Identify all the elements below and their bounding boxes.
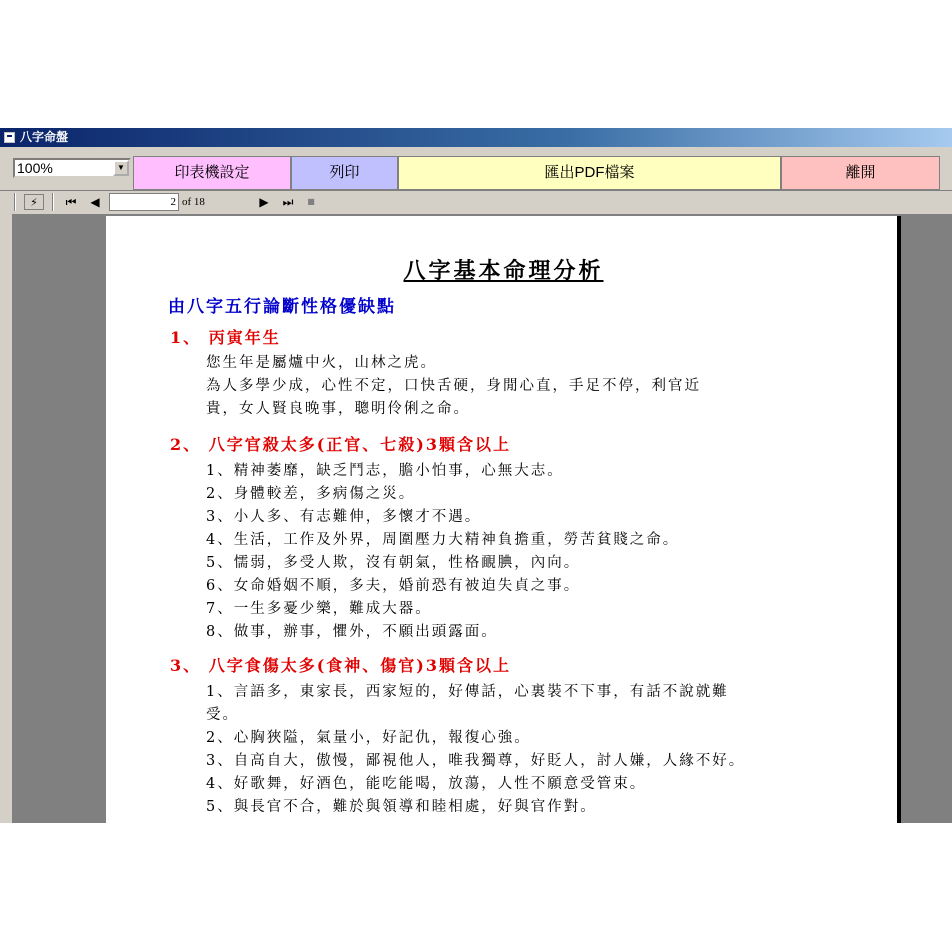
list-item: 1、言語多，東家長，西家短的，好傳話，心裏裝不下事，有話不說就難 [206,684,729,700]
list-item: 7、一生多憂少樂，難成大器。 [206,601,432,617]
chevron-down-icon[interactable]: ▼ [113,160,129,176]
main-toolbar [0,147,952,191]
list-item: 3、自高自大，傲慢，鄙視他人，唯我獨尊，好貶人，討人嫌，人緣不好。 [206,753,746,769]
previous-page-icon[interactable]: ◀ [90,195,100,209]
window-title: 八字命盤 [20,130,69,144]
navigation-toolbar [0,191,952,213]
list-item: 5、懦弱，多受人欺，沒有朝氣，性格靦腆，內向。 [206,555,581,571]
report-page [106,216,901,823]
last-page-icon[interactable]: ⏭ [282,195,294,209]
section-body [206,460,806,644]
list-item: 2、身體較差，多病傷之災。 [206,486,416,502]
first-page-icon[interactable]: ⏮ [65,195,77,209]
app-icon [4,132,15,143]
exit-button[interactable]: 離開 [781,156,940,190]
section-body [206,681,806,819]
list-item: 2、心胸狹隘，氣量小，好記仇，報復心強。 [206,730,531,746]
zoom-value: 100% [17,160,53,176]
page-number-input[interactable]: 2 [109,193,179,211]
print-button[interactable]: 列印 [291,156,398,190]
body-line: 為人多學少成，心性不定，口快舌硬，身閒心直，手足不停，利官近 [206,378,701,394]
stop-icon[interactable]: ■ [307,197,315,206]
body-line: 貴，女人賢良晚事，聰明伶俐之命。 [206,401,470,417]
list-item: 6、女命婚姻不順，多夫，婚前恐有被迫失貞之事。 [206,578,581,594]
list-item: 8、做事，辦事，懼外，不願出頭露面。 [206,624,498,640]
title-bar [0,128,952,147]
section-heading: 3、 八字食傷太多(食神、傷官)3顆含以上 [170,656,511,675]
separator [52,193,54,211]
list-item: 4、好歌舞，好酒色，能吃能喝，放蕩，人性不願意受管束。 [206,776,647,792]
list-item: 受。 [206,707,239,723]
list-item: 4、生活，工作及外界，周圍壓力大精神負擔重，勞苦貧賤之命。 [206,532,680,548]
document-subtitle: 由八字五行論斷性格優缺點 [168,297,396,317]
section-heading: 2、 八字官殺太多(正官、七殺)3顆含以上 [170,435,511,454]
body-line: 您生年是屬爐中火，山林之虎。 [206,355,437,371]
document-title: 八字基本命理分析 [403,258,604,284]
zoom-dropdown[interactable] [13,158,131,178]
export-pdf-button[interactable]: 匯出PDF檔案 [398,156,781,190]
report-window [0,128,952,823]
section-body [206,352,806,421]
list-item: 1、精神萎靡，缺乏鬥志，膽小怕事，心無大志。 [206,463,564,479]
page-count-label: of 18 [182,196,205,208]
section-heading: 1、 丙寅年生 [170,328,281,347]
list-item: 3、小人多、有志難伸，多懷才不遇。 [206,509,482,525]
report-viewer[interactable] [12,214,952,823]
separator [14,193,16,211]
next-page-icon[interactable]: ▶ [259,195,269,209]
lightning-icon[interactable]: ⚡ [24,194,44,210]
printer-setup-button[interactable]: 印表機設定 [133,156,291,190]
list-item: 5、與長官不合，難於與領導和睦相處，好與官作對。 [206,799,597,815]
